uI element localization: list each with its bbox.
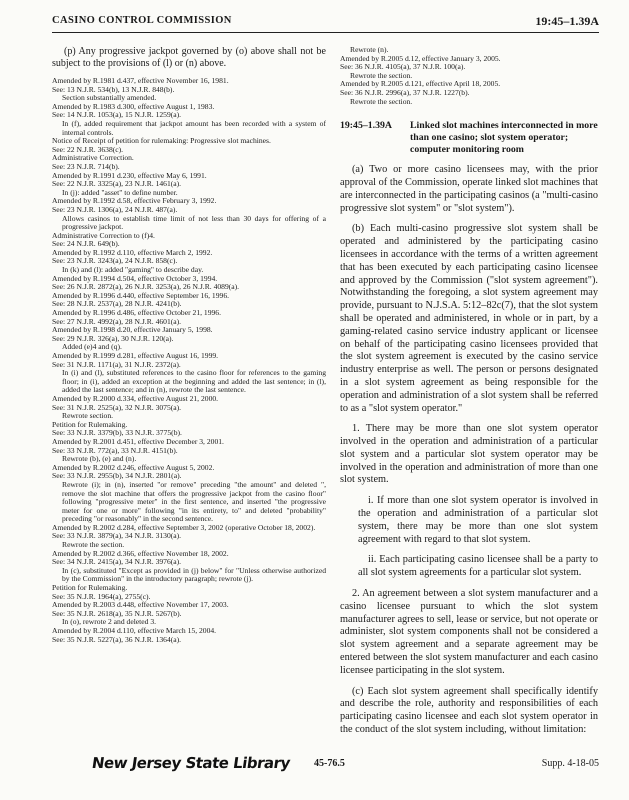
section-number: 19:45–1.39A	[340, 120, 392, 132]
history-note: See: 31 N.J.R. 2525(a), 32 N.J.R. 3075(a).	[52, 403, 182, 412]
history-note: See: 23 N.J.R. 714(b).	[52, 162, 120, 171]
history-note: Allows casinos to establish time limit of not less than 30 days for offering of a progressive jackpot.	[62, 214, 326, 232]
history-note: See: 22 N.J.R. 3325(a), 23 N.J.R. 1461(a).	[52, 180, 182, 189]
history-note: Amended by R.1983 d.300, effective August 1, 1983.	[52, 102, 215, 111]
history-note: Amended by R.2004 d.110, effective March 15, 2004.	[52, 627, 217, 635]
supplement-date: Supp. 4-18-05	[541, 758, 599, 769]
history-note: Rewrote (n).	[350, 46, 389, 54]
history-note: See: 33 N.J.R. 3879(a), 34 N.J.R. 3130(a).	[52, 532, 182, 541]
history-note: Petition for Rulemaking.	[52, 420, 128, 429]
history-note: In (c), substituted "Except as provided in (j) below" for "Unless otherwise authorized by the Commission" in the introductory paragraph; rewrote (j).	[62, 566, 326, 584]
history-note: Rewrote section.	[62, 412, 114, 421]
history-note: Amended by R.1996 d.486, effective October 21, 1996.	[52, 309, 221, 318]
history-note: See: 34 N.J.R. 2415(a), 34 N.J.R. 3976(a).	[52, 558, 182, 567]
history-note: See: 24 N.J.R. 649(b).	[52, 240, 120, 249]
section-paragraph: (c) Each slot system agreement shall specifically identify and describe the role, authority and responsibilities of each participating casino licensee and each slot system operator in the conduct of the slot system including, without limitation:	[340, 685, 598, 736]
history-note: In (i) and (l), substituted references to the casino floor for references to the gaming floor; in (i), added an exception at the beginning and added the last sentence; in (l), added the last sentence; and in (n), rewrote the last sentence.	[62, 369, 326, 395]
section-paragraph: 2. An agreement between a slot system manufacturer and a casino licensee pursuant to which the slot system manufacturer agrees to sell, lease or service, but not operate or administer, slot system components shall not be considered a slot system agreement and a separate agreement may be entered between the slot system manufacturer and each casino licensee participating in the slot system.	[340, 588, 598, 676]
header-section-range: 19:45–1.39A	[535, 14, 599, 28]
section-title: Linked slot machines interconnected in more than one casino; slot system operator; computer monitoring room	[410, 120, 598, 156]
history-note: See: 28 N.J.R. 2537(a), 28 N.J.R. 4241(b).	[52, 300, 182, 309]
history-note: See: 31 N.J.R. 1171(a), 31 N.J.R. 2372(a).	[52, 360, 181, 369]
history-note: See: 13 N.J.R. 534(b), 13 N.J.R. 848(b).	[52, 85, 175, 94]
history-note: Amended by R.1981 d.437, effective November 16, 1981.	[52, 77, 229, 85]
history-note: Rewrote the section.	[62, 541, 125, 550]
history-note: Amended by R.2002 d.246, effective August 5, 2002.	[52, 463, 215, 472]
history-note: Amended by R.2001 d.451, effective December 3, 2001.	[52, 437, 224, 446]
history-note: In (j): added "asset" to define number.	[62, 188, 178, 197]
page-number: 45-76.5	[314, 758, 345, 769]
history-note: Amended by R.1998 d.20, effective January 5, 1998.	[52, 326, 213, 335]
history-note: See: 36 N.J.R. 4105(a), 37 N.J.R. 100(a).	[340, 63, 466, 72]
section-paragraph: (a) Two or more casino licensees may, with the prior approval of the Commission, operate linked slot machines that are interconnected in the participating casinos (a "multi-casino progressive slot system" or "slot system").	[340, 164, 598, 214]
history-note: See: 33 N.J.R. 3379(b), 33 N.J.R. 3775(b).	[52, 429, 182, 438]
history-note: Amended by R.2002 d.284, effective September 3, 2002 (operative October 18, 2002).	[52, 523, 316, 532]
history-note: In (o), rewrote 2 and deleted 3.	[62, 618, 157, 627]
history-note: Amended by R.1992 d.110, effective March 2, 1992.	[52, 248, 213, 257]
history-notes	[52, 77, 326, 644]
library-stamp: New Jersey State Library	[90, 754, 292, 772]
right-column	[340, 46, 598, 745]
history-note: See: 23 N.J.R. 1306(a), 24 N.J.R. 487(a).	[52, 205, 178, 214]
history-note: Section substantially amended.	[62, 94, 157, 103]
history-note: Amended by R.1999 d.281, effective August 16, 1999.	[52, 352, 219, 360]
history-note: See: 29 N.J.R. 326(a), 30 N.J.R. 120(a).	[52, 334, 174, 343]
paragraph-p: (p) Any progressive jackpot governed by (o) above shall not be subject to the provisions of (l) or (n) above.	[52, 46, 326, 69]
history-note: See: 14 N.J.R. 1053(a), 15 N.J.R. 1259(a).	[52, 111, 182, 120]
history-note: Administrative Correction to (f)4.	[52, 231, 155, 240]
history-note: See: 35 N.J.R. 1964(a), 2755(c).	[52, 592, 151, 601]
section-paragraph: i. If more than one slot system operator is involved in the operation and administration of a particular slot system, there may be more than one slot system agreement with regard to that slot system.	[358, 495, 598, 545]
history-note: Amended by R.2003 d.448, effective November 17, 2003.	[52, 601, 229, 610]
history-note: See: 35 N.J.R. 5227(a), 36 N.J.R. 1364(a).	[52, 635, 182, 644]
history-note: Notice of Receipt of petition for rulemaking: Progressive slot machines.	[52, 137, 271, 146]
history-note: Amended by R.1991 d.230, effective May 6, 1991.	[52, 171, 207, 180]
history-note: Petition for Rulemaking.	[52, 584, 128, 593]
history-note: See: 27 N.J.R. 4992(a), 28 N.J.R. 4601(a).	[52, 317, 182, 326]
history-note: Rewrote the section.	[350, 71, 413, 80]
section-paragraph: 1. There may be more than one slot system operator involved in the operation and administration of a particular slot system and a particular slot system operator may be involved in the operation and administration of more than one slot system.	[340, 423, 598, 486]
history-note: See: 23 N.J.R. 3243(a), 24 N.J.R. 858(c).	[52, 257, 178, 266]
section-body	[340, 164, 598, 737]
running-header	[52, 14, 599, 33]
history-note: Amended by R.1994 d.504, effective October 3, 1994.	[52, 274, 218, 283]
section-heading	[340, 120, 598, 156]
history-note: Rewrote (i); in (n), inserted "or remove" preceding "the amount" and deleted ", remove the slot machine that offers the progressive jackpot from the casino floor" following "progressive meter" in the first sentence, and inserted "the progressive meter for one or more" following "in its entirety, to" and deleted "probability" preceding "or reasonably" in the second sentence.	[62, 480, 326, 524]
history-note: In (f), added requirement that jackpot amount has been recorded with a system of internal controls.	[62, 119, 326, 137]
history-note: See: 36 N.J.R. 2996(a), 37 N.J.R. 1227(b).	[340, 88, 470, 97]
history-note: Rewrote (b), (e) and (n).	[62, 455, 137, 464]
history-note: Amended by R.1992 d.58, effective February 3, 1992.	[52, 197, 217, 206]
history-note: Amended by R.2002 d.366, effective November 18, 2002.	[52, 549, 229, 558]
history-note: Amended by R.1996 d.440, effective September 16, 1996.	[52, 291, 230, 300]
history-note: Amended by R.2005 d.12, effective January 3, 2005.	[340, 54, 501, 63]
history-notes-continued	[340, 46, 598, 106]
history-note: Administrative Correction.	[52, 154, 134, 163]
left-column	[52, 46, 326, 644]
history-note: Amended by R.2000 d.334, effective August 21, 2000.	[52, 394, 219, 403]
section-paragraph: ii. Each participating casino licensee shall be a party to all slot system agreements for a particular slot system.	[358, 554, 598, 579]
history-note: See: 33 N.J.R. 2955(b), 34 N.J.R. 2801(a).	[52, 472, 182, 481]
section-paragraph: (b) Each multi-casino progressive slot system shall be operated and administered by the participating casino licensees in accordance with the terms of a written agreement that has been executed by each participating casino licensee and approved by the Commission ("slot system agreement"). Notwithstanding the foregoing, a slot system agreement may provide, pursuant to N.J.S.A. 5:12–82c(7), that the slot system shall be operated and administered, in whole or in part, by a gaming-related casino service industry applicant or licensee on behalf of the participating casino licensees provided that the slot system agreement is executed by the casino service industry enterprise as well. The person or persons designated in a slot system agreement as being responsible for the operation and administration of a slot system shall be referred to as a "slot system operator."	[340, 223, 598, 414]
page-footer	[52, 754, 599, 784]
history-note: See: 22 N.J.R. 3638(c).	[52, 145, 124, 154]
history-note: Rewrote the section.	[350, 97, 413, 106]
header-title: CASINO CONTROL COMMISSION	[52, 15, 232, 26]
history-note: In (k) and (l): added "gaming" to describe day.	[62, 266, 204, 275]
history-note: See: 33 N.J.R. 772(a), 33 N.J.R. 4151(b).	[52, 446, 178, 455]
history-note: See: 35 N.J.R. 2618(a), 35 N.J.R. 5267(b).	[52, 609, 182, 618]
history-note: Added (e)4 and (q).	[62, 343, 122, 352]
history-note: See: 26 N.J.R. 2872(a), 26 N.J.R. 3253(a), 26 N.J.R. 4089(a).	[52, 283, 240, 292]
history-note: Amended by R.2005 d.121, effective April 18, 2005.	[340, 80, 501, 89]
